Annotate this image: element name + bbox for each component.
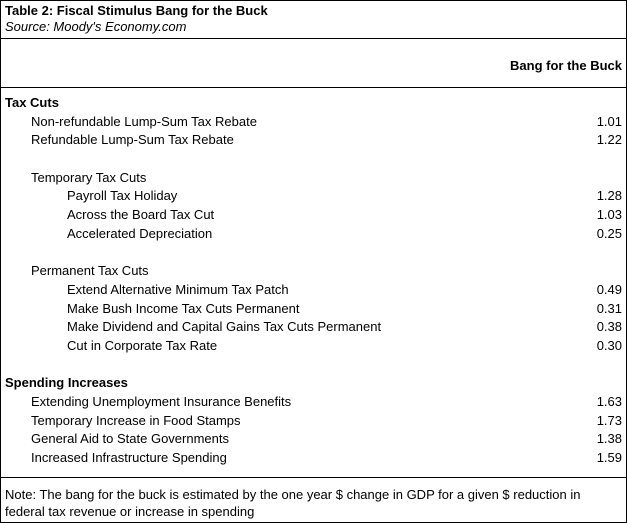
section-heading-label: Spending Increases <box>5 375 128 391</box>
row-value: 0.25 <box>596 225 622 241</box>
table-title: Table 2: Fiscal Stimulus Bang for the Buck <box>5 3 268 18</box>
row-value: 1.63 <box>596 394 622 409</box>
table-row <box>1 113 626 132</box>
column-header: Bang for the Buck <box>510 58 622 73</box>
table-body <box>1 94 626 468</box>
section-heading <box>1 374 626 393</box>
row-label: Make Dividend and Capital Gains Tax Cuts Permanent <box>67 319 382 335</box>
table-row <box>1 225 626 244</box>
table-row <box>1 430 626 449</box>
row-value: 1.38 <box>596 431 622 447</box>
row-value: 1.03 <box>596 207 622 223</box>
group-heading-label: Permanent Tax Cuts <box>31 263 149 279</box>
spacer <box>1 244 626 263</box>
table-row <box>1 393 626 412</box>
table-source: Source: Moody's Economy.com <box>5 19 187 34</box>
spacer <box>1 356 626 375</box>
divider-header <box>1 87 626 88</box>
group-heading <box>1 262 626 281</box>
table-row <box>1 300 626 319</box>
spacer <box>1 150 626 169</box>
divider-note <box>1 477 626 478</box>
row-label: Cut in Corporate Tax Rate <box>67 337 218 353</box>
table-row <box>1 337 626 356</box>
group-heading <box>1 169 626 188</box>
row-label: General Aid to State Governments <box>31 431 229 447</box>
row-value: 0.31 <box>596 300 622 316</box>
row-value: 1.73 <box>596 412 622 428</box>
divider-top <box>1 38 626 39</box>
section-heading-label: Tax Cuts <box>5 95 59 110</box>
row-value: 1.59 <box>596 450 622 466</box>
row-label: Extending Unemployment Insurance Benefits <box>31 394 292 409</box>
row-label: Increased Infrastructure Spending <box>31 450 227 466</box>
row-label: Payroll Tax Holiday <box>67 188 178 204</box>
row-value: 0.49 <box>596 281 622 297</box>
row-value: 1.28 <box>596 188 622 204</box>
group-heading-label: Temporary Tax Cuts <box>31 169 147 185</box>
section-heading <box>1 94 626 113</box>
table-row <box>1 412 626 431</box>
table-row <box>1 449 626 468</box>
row-label: Non-refundable Lump-Sum Tax Rebate <box>31 113 257 129</box>
row-label: Extend Alternative Minimum Tax Patch <box>67 281 289 297</box>
row-label: Across the Board Tax Cut <box>67 207 215 223</box>
row-value: 0.30 <box>596 337 622 353</box>
table-row <box>1 206 626 225</box>
row-label: Temporary Increase in Food Stamps <box>31 412 241 428</box>
row-value: 1.22 <box>596 132 622 148</box>
table-row <box>1 187 626 206</box>
row-label: Make Bush Income Tax Cuts Permanent <box>67 300 300 316</box>
table-note: Note: The bang for the buck is estimated by the one year $ change in GDP for a given $ reduction in federal tax revenue or increase in spending <box>5 487 581 519</box>
table-row <box>1 131 626 150</box>
row-value: 1.01 <box>596 113 622 129</box>
row-value: 0.38 <box>596 319 622 335</box>
row-label: Accelerated Depreciation <box>67 225 213 241</box>
table-row <box>1 318 626 337</box>
row-label: Refundable Lump-Sum Tax Rebate <box>31 132 234 148</box>
table-row <box>1 281 626 300</box>
